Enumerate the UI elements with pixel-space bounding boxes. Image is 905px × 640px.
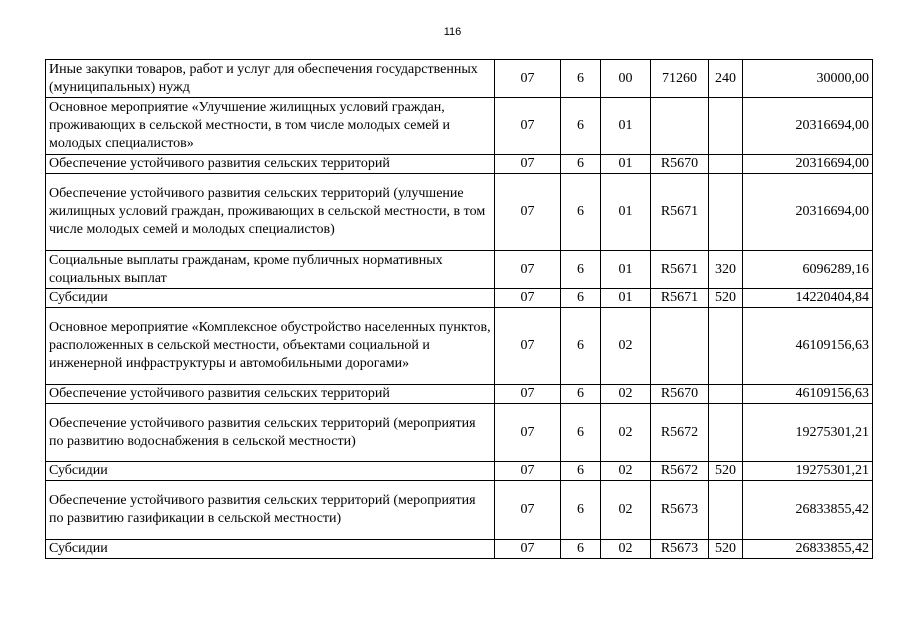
amount: 26833855,42 bbox=[743, 540, 873, 559]
subprogram-code: 01 bbox=[601, 251, 651, 289]
expense-type-code bbox=[709, 385, 743, 404]
program-code: 6 bbox=[561, 540, 601, 559]
direction-code: R5671 bbox=[651, 289, 709, 308]
subprogram-code: 02 bbox=[601, 462, 651, 481]
direction-code: R5672 bbox=[651, 404, 709, 462]
subprogram-code: 02 bbox=[601, 481, 651, 540]
amount: 26833855,42 bbox=[743, 481, 873, 540]
program-code: 6 bbox=[561, 174, 601, 251]
direction-code: R5673 bbox=[651, 481, 709, 540]
direction-code: R5673 bbox=[651, 540, 709, 559]
expense-type-code bbox=[709, 404, 743, 462]
amount: 20316694,00 bbox=[743, 98, 873, 155]
budget-table-body bbox=[46, 60, 873, 559]
subprogram-code: 01 bbox=[601, 98, 651, 155]
amount: 30000,00 bbox=[743, 60, 873, 98]
row-name: Основное мероприятие «Улучшение жилищных условий граждан, проживающих в сельской местности, в том числе молодых семей и молодых специалистов» bbox=[46, 98, 495, 155]
expense-type-code bbox=[709, 308, 743, 385]
page-number: 116 bbox=[443, 26, 462, 38]
subprogram-code: 02 bbox=[601, 308, 651, 385]
program-code: 6 bbox=[561, 404, 601, 462]
table-row bbox=[46, 404, 873, 462]
row-name: Обеспечение устойчивого развития сельских территорий bbox=[46, 385, 495, 404]
program-code: 6 bbox=[561, 481, 601, 540]
section-code: 07 bbox=[495, 404, 561, 462]
expense-type-code: 520 bbox=[709, 462, 743, 481]
section-code: 07 bbox=[495, 289, 561, 308]
expense-type-code: 520 bbox=[709, 289, 743, 308]
expense-type-code bbox=[709, 174, 743, 251]
direction-code bbox=[651, 308, 709, 385]
subprogram-code: 00 bbox=[601, 60, 651, 98]
section-code: 07 bbox=[495, 540, 561, 559]
section-code: 07 bbox=[495, 98, 561, 155]
subprogram-code: 01 bbox=[601, 289, 651, 308]
row-name: Обеспечение устойчивого развития сельских территорий (улучшение жилищных условий граждан, проживающих в сельской местности, в том числе молодых семей и молодых специалистов) bbox=[46, 174, 495, 251]
table-row bbox=[46, 60, 873, 98]
program-code: 6 bbox=[561, 251, 601, 289]
program-code: 6 bbox=[561, 155, 601, 174]
expense-type-code bbox=[709, 155, 743, 174]
program-code: 6 bbox=[561, 385, 601, 404]
amount: 6096289,16 bbox=[743, 251, 873, 289]
row-name: Основное мероприятие «Комплексное обустройство населенных пунктов, расположенных в сельской местности, объектами социальной и инженерной инфраструктуры и автомобильными дорогами» bbox=[46, 308, 495, 385]
subprogram-code: 02 bbox=[601, 540, 651, 559]
expense-type-code bbox=[709, 481, 743, 540]
program-code: 6 bbox=[561, 60, 601, 98]
direction-code: R5670 bbox=[651, 155, 709, 174]
expense-type-code bbox=[709, 98, 743, 155]
row-name: Субсидии bbox=[46, 462, 495, 481]
table-row bbox=[46, 462, 873, 481]
table-row bbox=[46, 308, 873, 385]
section-code: 07 bbox=[495, 251, 561, 289]
expense-type-code: 320 bbox=[709, 251, 743, 289]
program-code: 6 bbox=[561, 289, 601, 308]
amount: 19275301,21 bbox=[743, 462, 873, 481]
subprogram-code: 01 bbox=[601, 155, 651, 174]
expense-type-code: 240 bbox=[709, 60, 743, 98]
row-name: Обеспечение устойчивого развития сельских территорий (мероприятия по развитию газификации в сельской местности) bbox=[46, 481, 495, 540]
table-row bbox=[46, 98, 873, 155]
direction-code bbox=[651, 98, 709, 155]
table-row bbox=[46, 540, 873, 559]
table-row bbox=[46, 481, 873, 540]
row-name: Социальные выплаты гражданам, кроме публичных нормативных социальных выплат bbox=[46, 251, 495, 289]
section-code: 07 bbox=[495, 385, 561, 404]
row-name: Субсидии bbox=[46, 289, 495, 308]
subprogram-code: 02 bbox=[601, 385, 651, 404]
direction-code: R5672 bbox=[651, 462, 709, 481]
program-code: 6 bbox=[561, 98, 601, 155]
amount: 19275301,21 bbox=[743, 404, 873, 462]
amount: 14220404,84 bbox=[743, 289, 873, 308]
amount: 46109156,63 bbox=[743, 308, 873, 385]
direction-code: 71260 bbox=[651, 60, 709, 98]
section-code: 07 bbox=[495, 462, 561, 481]
subprogram-code: 02 bbox=[601, 404, 651, 462]
section-code: 07 bbox=[495, 155, 561, 174]
row-name: Обеспечение устойчивого развития сельских территорий (мероприятия по развитию водоснабжения в сельской местности) bbox=[46, 404, 495, 462]
table-row bbox=[46, 174, 873, 251]
subprogram-code: 01 bbox=[601, 174, 651, 251]
row-name: Субсидии bbox=[46, 540, 495, 559]
direction-code: R5671 bbox=[651, 174, 709, 251]
table-row bbox=[46, 385, 873, 404]
direction-code: R5671 bbox=[651, 251, 709, 289]
amount: 46109156,63 bbox=[743, 385, 873, 404]
direction-code: R5670 bbox=[651, 385, 709, 404]
program-code: 6 bbox=[561, 462, 601, 481]
program-code: 6 bbox=[561, 308, 601, 385]
table-row bbox=[46, 155, 873, 174]
table-row bbox=[46, 251, 873, 289]
section-code: 07 bbox=[495, 481, 561, 540]
section-code: 07 bbox=[495, 174, 561, 251]
expense-type-code: 520 bbox=[709, 540, 743, 559]
section-code: 07 bbox=[495, 308, 561, 385]
table-row bbox=[46, 289, 873, 308]
row-name: Обеспечение устойчивого развития сельских территорий bbox=[46, 155, 495, 174]
section-code: 07 bbox=[495, 60, 561, 98]
row-name: Иные закупки товаров, работ и услуг для обеспечения государственных (муниципальных) нужд bbox=[46, 60, 495, 98]
amount: 20316694,00 bbox=[743, 174, 873, 251]
budget-table bbox=[45, 59, 873, 559]
amount: 20316694,00 bbox=[743, 155, 873, 174]
